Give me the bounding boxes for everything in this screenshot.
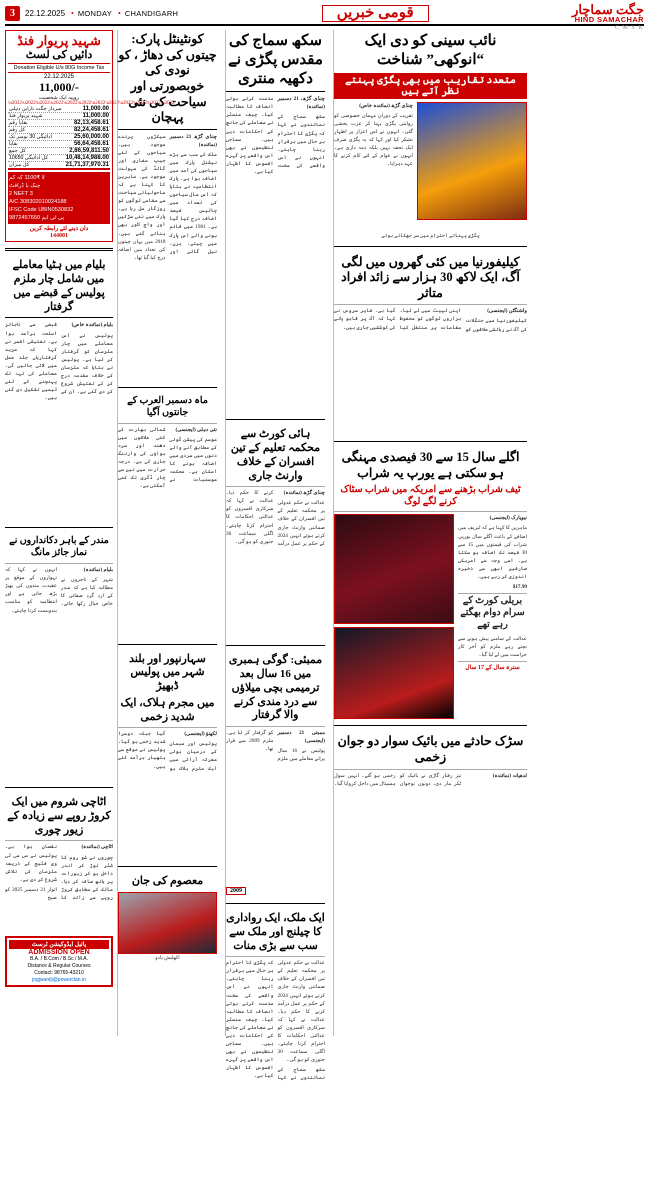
divider [226,956,325,957]
article-child [118,873,217,962]
wine-price-label: $17.99 [512,583,527,590]
article-text: پولیس اور مبمان کے درمیان ہوئی معرکہ آرائی میں ایک ملزم ہلاک ہو گیا جبکہ دوسرا شدید زخمی ہو گیا۔ پولیس نے موقع سے ہتھیار برآمد کئے ہیں۔ [118,731,217,772]
donation-row [8,120,110,127]
article-dateline: اٹاچی (نمائندہ) [81,844,113,851]
article-text: سکھ سماج کے نمائندوں نے کہا کہ پگڑی کا احترام ہر حال میں برقرار رہنا چاہئے۔ انہوں نے اس واقعے کی سخت مذمت کرتے ہوئے انصاف کا مطالبہ کیا۔ چیف منسٹر نے معاملے کی جانچ کے احکامات دیے ہیں۔ سماجی تنظیموں نے بھی اس واقعے پر گہرے افسوس کا اظہار کیا ہے۔ [226,96,325,175]
politician-photo [118,892,217,954]
column-2 [117,30,221,1036]
logo-urdu: جگت سماچار [572,1,644,17]
sidebar-headline: بریلی کورٹ کے سرام دوام بھگتے رہے تھے [460,595,525,630]
article-headline: ایک ملک، ایک رواداری کا چیلنج اور ملک سے سب سے بڑی منات [226,912,325,952]
donation-big-amount: 11,000/- [39,79,79,94]
donation-row-note: کل میزان [9,161,30,168]
wine-pour-photo [334,514,454,624]
section-title-text: قومی خبریں [322,5,429,22]
donation-row [8,113,110,120]
divider [334,511,527,512]
donation-row-amount: 56,64,458.61 [73,140,109,147]
article-dateline: لکھنؤ (ایجنسی) [184,731,217,738]
article-body [458,514,527,719]
article-text: ماہرین کا کہنا ہے کہ ٹیریف میں اضافے کے باعث اگلے سال یورپی شراب کی قیمتوں میں 15 سے 30 فیصد تک اضافہ ہو سکتا ہے۔ اسی وجہ سے امریکی صارفین ابھی سے ذخیرہ اندوزی کر رہے ہیں۔ [458,525,527,580]
column-right [333,30,531,1036]
donation-row-note: سردار جگت ناراین دہلی [9,105,62,112]
masthead-logo [572,3,644,24]
ad-banner: پائیل ایڈوکیشن ٹرسٹ [9,940,109,949]
article-jewellery-theft [5,794,113,933]
donation-row-note: ادائیگی 30 نومبر تک [9,133,52,140]
logo-english: HIND SAMACHAR [574,14,644,24]
article-headline: سکھ سماج کی مقدس پگڑی نے دکھیہ منتری [228,33,323,87]
divider [226,726,325,727]
article-subheadline: میں مجرم ہلاک، ایک شدید زخمی [120,696,215,723]
article-weather [118,394,217,638]
article-dateline: چنڈی گڑھ (نمائندہ خاص) [359,102,413,109]
article-headline: سڑک حادثے میں بائیک سوار دو جوان زخمی [337,734,524,764]
article-headline: اٹاچی شروم میں ایک کروڑ روپے سے زیادہ کے زیور چوری [7,796,111,836]
divider [458,593,527,594]
donation-row-note: کل رقم [9,126,26,133]
article-dateline: بلیام (نمائندہ) [83,567,113,574]
donation-row-amount: 2,86,59,811.50 [69,147,109,154]
advertisement[interactable] [5,936,113,987]
divider [5,563,113,564]
divider [5,248,113,251]
article-dateline: چنڈی گڑھ (نمائندہ) [283,490,325,497]
donation-box: شہید پریوار فنڈ دائیں کی لسٹ Donation Eligible U/s 80G Income Tax 22.12.2025 11,000/- روپیہ ایک شخصیت \u2022\u2022\u2022\u2022\u2022\u2022\u2022\u2022\u2022\u2022\u2022\u2022 سردار جگت ناراین دہلی 11,000.00 شہید پریوار فنڈ 11,000.00 بقایا رقم 82,13,458.61 کل رقم 82,24,458.61 ادائیگی 30 نومبر تک 25,60,000.00 بقایا 56,64,458.61 کل جمع 2,86,59,811.50 کل ادائیگی 10650 10,48,14,988.00 کل میزان 21,71,37,970.31 لا ₹1100 کہ کم چیک یا ڈرافٹ 2 NEFT 3 A/C 308302010024188 IFSC Code UBIN0530832 9872457650 پی ٹی ایم دان دینے لئے رابطہ کریں 144001 [5,30,113,242]
donation-row-total [8,162,110,170]
article-headline: نائب سینی کو دی ایک “انوکھی” شناخت [364,33,497,68]
divider [334,304,527,305]
article-text: چوروں نے شو روم کا شٹر توڑ کر اندر داخل ہو کر زیورات پر ہاتھ صاف کر دیا۔ مالک کے مطابق کروڑ روپے سے زائد کا نقصان ہوا ہے۔ پولیس نے سی سی ٹی وی فٹیج کے ذریعہ ملزمان کی تلاش شروع کر دی ہے۔ [5,844,113,901]
ad-line: B.A. / B.Com / B.Sc / M.A. [29,956,89,963]
divider [226,486,325,487]
donation-row-note: شہید پریوار فنڈ [9,112,43,119]
donation-row-amount: 82,13,458.61 [73,119,109,126]
ad-line: Contact: 98765-43210 [34,970,84,977]
article-body [5,321,113,521]
publication-day: MONDAY [77,8,113,18]
donation-row-amount: 21,71,37,970.31 [65,161,109,168]
divider [118,644,217,645]
donation-row-amount: 11,000.00 [82,105,109,112]
ad-line: Distance & Regular Courses [27,963,91,970]
divider [118,387,217,388]
article-body [226,729,325,879]
article-headline: ماہ دسمبر العرب کے جانتوں آگیا [127,395,208,418]
article-body [118,730,217,860]
photo-caption: پگڑی پہنائے احترام میں سر جھکاتے ہوئے [381,233,480,239]
article-text: کیلیفورنیا میں جنگلات کی آگ نے رہائشی علاقوں کو اپنی لپیٹ میں لے لیا۔ ہزاروں لوگوں کو محفوظ مقامات پر منتقل کیا گیا ہے۔ فایر سروس نے کہا کہ آگ پر قابو پانے کی کوششیں جاری ہیں۔ [334,308,527,333]
liquor-store-photo [334,627,454,719]
article-banner: متعدد تقاریب میں بھی پگڑی پہنتے نظر آتے ہیں [334,73,527,99]
bullet-icon: • [71,8,74,18]
donation-footer: دان دینے لئے رابطہ کریں [29,226,89,233]
article-body [226,95,325,413]
article-headline: کیلیفورنیا میں کئی گھروں میں لگی آگ، ایک لاکھ 30 ہزار سے زائد افراد متاثر [341,254,520,300]
article-dateline: بلیام (نمائندہ خاص) [71,322,113,329]
divider [118,423,217,424]
donation-eligible-note: Donation Eligible U/s 80G Income Tax [8,63,110,73]
article-mumbai-arrest [226,652,325,897]
article-dateline: ممبئی 21 دسمبر (ایجنسی) [277,730,325,745]
article-headline: ہائی کورٹ سے محکمہ تعلیم کے تین افسران کے خلاف وارنٹ جاری [230,428,321,482]
divider [118,727,217,728]
article-california-fire [334,253,527,436]
article-national-park [118,30,217,381]
article-body [5,566,113,781]
donation-row-amount: 82,24,458.61 [73,126,109,133]
article-dateline: واشنگٹن (ایجنسی) [487,308,527,315]
page-grid [5,30,644,1082]
article-text: عدالت نے حکم عدولی پر محکمہ تعلیم کے تین افسران کے خلاف ضمانتی وارنٹ جاری کرتے ہوئے انہیں 2024 کے حکم پر عمل درآمد کرنے کا حکم دیا۔ عدالت نے کہا کہ سرکاری افسروں کو عدالتی احکامات کا احترام کرنا چاہئے۔ اگلی سماعت 30 جنوری کو ہو گی۔ [226,490,325,547]
article-dateline: چنڈی گڑھ 21 دسمبر (نمائندہ) [169,133,217,148]
article-subheadline: ٹیف شراب بڑھنے سے امریکہ میں شراب سٹاک کرنے لگے لوگ [340,484,521,507]
donation-row-note: کل ادائیگی 10650 [9,154,49,161]
divider [334,441,527,442]
divider [458,661,527,662]
divider [5,840,113,841]
divider [334,725,527,726]
article-deputy-identity [334,30,527,240]
year-highlight: 2009 [226,887,246,895]
bank-line: 2 NEFT 3 [9,191,33,197]
masthead [5,1,644,26]
article-headline: بلیام میں ہٹیا معاملے میں شامل چار ملزم پولیس کے قبضے میں گرفتار [12,259,106,313]
divider [5,317,113,318]
article-wine-price [334,448,527,719]
divider [118,866,217,867]
donation-row [8,155,110,162]
article-arrest [5,257,113,521]
publication-date: 22.12.2025 [25,8,66,18]
donation-footer-code: 144001 [50,233,68,240]
article-side-note: اتوار 21 دسمبر 2025 کو صبح [5,886,57,901]
article-dateline: چنڈی گڑھ، 21 دسمبر (نمائندہ) [277,96,325,111]
article-body [226,959,325,1189]
donation-row [8,134,110,141]
article-body [5,843,113,933]
divider [226,903,325,904]
article-road-accident [334,732,527,833]
article-encounter [118,651,217,861]
donation-row-note: کل جمع [9,147,26,154]
donation-row [8,141,110,148]
article-body [334,772,527,834]
article-highcourt-warrant [226,426,325,639]
article-sikh-turban [226,30,325,413]
bank-line: لا ₹1100 کہ کم [9,174,45,181]
donation-row [8,148,110,155]
article-headline: سہارنپور اور بلند شہر میں پولیس ڈبھیڑ [129,652,206,692]
bank-ifsc-code: IFSC Code UBIN0530832 [9,207,74,214]
article-headline: اگلے سال 15 سے 30 فیصدی مہنگی ہو سکتی ہے یورپ یہ شراب [341,450,520,480]
article-body [118,133,217,381]
bank-phone: 9872457650 پی ٹی ایم [9,215,65,222]
donation-row-amount: 10,48,14,988.00 [65,154,109,161]
divider [226,645,325,646]
article-dateline: نیویارک (ایجنسی) [489,515,527,522]
article-headline: معصوم کی جان [131,875,204,888]
article-text: عدالت نے حکم عدولی پر محکمہ تعلیم کے تین افسران کے خلاف ضمانتی وارنٹ جاری کرتے ہوئے انہیں 2024 کے حکم پر عمل درآمد کرنے کا حکم دیا۔ عدالت نے کہا کہ سرکاری افسروں کو عدالتی احکامات کا احترام کرنا چاہئے۔ اگلی سماعت 30 جنوری کو ہو گی۔ [277,960,325,1063]
bullet-icon-2: • [118,8,121,18]
article-text: تیز رفتار گاڑی نے بائیک کو ٹکر مار دی، دونوں نوجوان زخمی ہو گئے۔ انہیں سول ہسپتال میں داخل کروایا گیا۔ [334,772,462,787]
article-body [334,307,527,435]
sidebar-text: عدالت کے سامنے پیش ہونے سے بچتے رہے ملزم کو آخر کار حراست میں لے لیا گیا۔ [458,635,527,658]
article-body [226,489,325,639]
divider [226,419,325,420]
article-text: پولیس نے اس معاملے میں چار ملزمان کو گرفتار کر لیا ہے۔ پولیس نے بتایا کہ ملزمان کے خلاف مقدمہ درج کر کے تفتیش شروع کر دی گئی ہے۔ ان کے قبضے سے ناجائز اسلحہ برآمد ہوا ہے۔ تفتیشی افسر نے کہا کہ مزید گرفتاریاں جلد عمل میں لائی جائیں گی۔ معاملے کی تہہ تک پہنچنے کے لئے ٹیمیں تشکیل دی گئی ہیں۔ [5,322,113,401]
article-dateline: لدھیانہ (نمائندہ) [492,772,527,779]
bank-account-number: A/C 308302010024188 [9,199,67,206]
article-body [334,102,413,232]
ad-title: ADMISSION OPEN [28,949,90,957]
article-headline: ممبئی: گوگی ہمبری میں 16 سال بعد ترمیمی بچی میلاؤں سے درد مندی کرنے والا گرفتار [228,654,323,722]
donation-row [8,106,110,113]
donation-row-amount: 11,000.00 [82,112,109,119]
donation-title: شہید پریوار فنڈ [17,33,101,48]
donation-row-note: بقایا رقم [9,119,28,126]
turban-ceremony-photo [417,102,527,220]
edition-city: CHANDIGARH [124,8,179,18]
divider [118,129,217,130]
donation-big-note: روپیہ ایک شخصیت [38,94,80,101]
divider [226,91,325,92]
article-text: موسم کی پیشن گوئی کے مطابق آنے والے دنوں میں سردی میں اضافہ ہونے کا امکان ہے۔ محکمہ موسمیات نے شمالی بھارت کے کئی علاقوں میں دھند اور سرد ہواؤں کی وارننگ جاری کی ہے۔ درجہ حرارت میں تین سے چار ڈگری تک کمی آسکتی ہے۔ [118,426,217,489]
donation-subtitle: دائیں کی لسٹ [25,48,93,61]
sidebar-note: سترہ سال کے 17 سال [465,664,520,671]
article-headline: کونٹینٹل پارک: چیتوں کی دھاڑ ، کو نودی کی خوبصورتی اور سیاحت کی نئی پہچان [118,32,217,125]
section-title [178,5,572,22]
page-number: 3 [5,6,20,21]
article-text: تقریب کے دوران مہمان خصوصی کو روایتی پگڑی پہنا کر عزت بخشی گئی۔ انہوں نے اس اعزاز پر اظہار تشکر کیا اور کہا کہ یہ پگڑی صرف ایک تحفہ نہیں بلکہ ذمہ داری ہے۔ انہوں نے عوام کے لئے کام کرنے کا عہد دہرایا۔ [334,112,413,167]
donation-row-note: بقایا [9,140,18,147]
donation-row [8,127,110,134]
divider [334,769,527,770]
article-one-country [226,910,325,1189]
divider [334,246,527,247]
photo-caption: اکھلیش یادو [155,956,180,961]
donation-row-amount: 25,60,000.00 [73,133,109,140]
article-headline: مندر کے باہر دکانداروں نے نماز جائز مانگ [9,536,109,559]
article-dateline: نئی دہلی (ایجنسی) [175,426,217,433]
article-text-2: سکھ سماج کے نمائندوں نے کہا کہ پگڑی کا احترام ہر حال میں برقرار رہنا چاہئے۔ انہوں نے اس واقعے کی سخت مذمت کرتے ہوئے انصاف کا مطالبہ کیا۔ چیف منسٹر نے معاملے کی جانچ کے احکامات دیے ہیں۔ سماجی تنظیموں نے بھی اس واقعے پر گہرے افسوس کا اظہار کیا ہے۔ [226,960,325,1082]
bank-line: چیک یا ڈرافٹ [9,182,41,189]
donation-date: 22.12.2025 [43,73,75,80]
divider [5,787,113,788]
ad-email[interactable]: jogjwantji@powerclan.in [32,977,86,984]
article-text: شہر کے تاجروں نے مطالبہ کیا ہے کہ مندر کے ارد گرد صفائی کا خاص خیال رکھا جائے۔ انہوں نے کہا کہ تہواروں کے موقع پر عقیدت مندوں کی بھیڑ بڑھ جاتی ہے اور انتظامیہ کو مناسب بندوبست کرنا چاہئے۔ [5,567,113,614]
column-3 [225,30,329,1082]
donation-bank-details [8,172,110,225]
cmyk-marker: C M Y K [614,25,644,31]
article-temple-shops [5,534,113,781]
divider [5,527,113,528]
article-body [118,426,217,638]
article-text: پولیس نے 16 سال پرانے معاملے میں ملزم کو گرفتار کر لیا ہے۔ ملزم 2009 سے فرار تھا۔ [226,730,325,763]
article-text: ملک کے سب سے بڑے نیشنل پارک میں سیاحوں کی آمد میں اضافہ ہوا ہے۔ پارک انتظامیہ نے بتایا کہ اس سال سیاحوں کی تعداد میں چالیس فیصد اضافہ درج کیا گیا ہے۔ 1981 میں قائم ہونے والے اس پارک میں چیتے، ہرن، نیل گائے اور سیکڑوں پرندے موجود ہیں۔ سیاحوں کے لئے جیپ سفاری اور گائڈ کی سہولت موجود ہے۔ ماہرین کا کہنا ہے کہ ماحولیاتی سیاحت سے مقامی لوگوں کو روزگار مل رہا ہے۔ پارک میں نئی سڑکیں اور واچ ٹاور بھی بنائے گئے ہیں۔ 2018 میں یہاں چیتوں کی تعداد میں اضافہ درج کیا گیا تھا۔ [118,133,217,261]
